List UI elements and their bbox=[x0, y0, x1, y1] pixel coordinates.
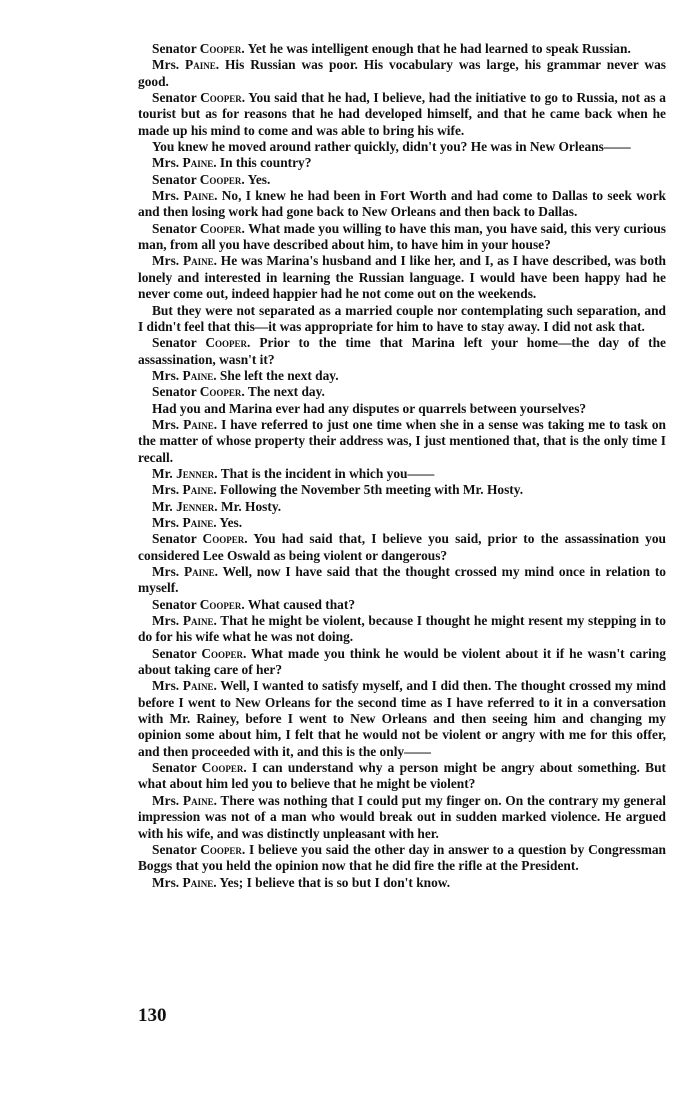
speaker-name: Paine. bbox=[185, 57, 220, 73]
speech-text: I believe you said the other day in answer to a question by Congressman Boggs that you held the opinion now that he did fire the rifle at the President. bbox=[138, 841, 666, 874]
transcript-paragraph bbox=[138, 303, 666, 336]
speech-text: Yes. bbox=[247, 171, 271, 187]
speaker-title: Mrs. bbox=[152, 678, 180, 694]
transcript-paragraph bbox=[138, 335, 666, 368]
speaker-name: Paine. bbox=[183, 416, 218, 432]
transcript-paragraph bbox=[138, 384, 666, 400]
speech-text: What caused that? bbox=[247, 596, 356, 612]
speaker-name: Cooper. bbox=[199, 384, 245, 400]
page-number: 130 bbox=[138, 1005, 167, 1026]
speaker-name: Cooper. bbox=[199, 171, 245, 187]
speaker-title: Mrs. bbox=[152, 564, 180, 579]
transcript-paragraph bbox=[138, 139, 666, 155]
speaker-name: Cooper. bbox=[199, 220, 245, 236]
speaker-title: Mr. bbox=[152, 498, 173, 514]
speaker-title: Mrs. bbox=[152, 416, 180, 432]
speech-text: In this country? bbox=[219, 155, 312, 171]
speech-text: Well, I wanted to satisfy myself, and I did then. The thought crossed my mind before I went to New Orleans for the second time as I have referred to it in a conversation with Mr. Rainey, before I went to New Orleans and then seeing him and changing my opinion some about him, I felt that he would not be violent or angry with me for this offer, and then proceeded with it, and this is the only—— bbox=[138, 678, 666, 759]
speaker-title: Senator bbox=[152, 90, 197, 106]
speech-text: What made you willing to have this man, you have said, this very curious man, from all you have described about him, to have him in your house? bbox=[138, 220, 666, 253]
transcript-paragraph bbox=[138, 515, 666, 531]
speaker-title: Mrs. bbox=[152, 188, 180, 204]
transcript-paragraph bbox=[138, 875, 666, 891]
speaker-name: Paine. bbox=[182, 613, 217, 629]
speech-text: That is the incident in which you—— bbox=[220, 465, 435, 481]
speech-text: Prior to the time that Marina left your home—the day of the assassination, wasn't it? bbox=[138, 335, 666, 367]
speaker-title: Senator bbox=[152, 531, 197, 547]
speaker-name: Cooper. bbox=[202, 531, 248, 547]
speaker-name: Paine. bbox=[182, 678, 217, 694]
speech-text: That he might be violent, because I thought he might resent my stepping in to do for his wife what he was not doing. bbox=[138, 613, 666, 645]
speaker-name: Paine. bbox=[183, 188, 218, 204]
speech-text: What made you think he would be violent about it if he wasn't caring about taking care of her? bbox=[138, 645, 666, 678]
speech-text: You had said that, I believe you said, prior to the assassination you considered Lee Oswald as being violent or dangerous? bbox=[138, 531, 666, 563]
speech-text: Yes; I believe that is so but I don't know. bbox=[219, 874, 451, 890]
speech-text: There was nothing that I could put my finger on. On the contrary my general impression was not of a man who would break out in sudden marked violence. He argued with his wife, and was distinctly unpleasant with her. bbox=[138, 792, 666, 841]
speaker-title: Mrs. bbox=[152, 514, 180, 530]
transcript-paragraph bbox=[138, 678, 666, 760]
transcript-paragraph bbox=[138, 499, 666, 515]
speaker-name: Cooper. bbox=[201, 760, 247, 776]
speech-text: No, I knew he had been in Fort Worth and had come to Dallas to seek work and then losing work had gone back to New Orleans and then back to Dallas. bbox=[138, 188, 666, 220]
transcript-paragraph bbox=[138, 760, 666, 793]
speaker-title: Senator bbox=[152, 335, 197, 351]
speaker-name: Paine. bbox=[182, 792, 217, 808]
speaker-title: Senator bbox=[152, 220, 197, 236]
speech-text: I have referred to just one time when she in a sense was taking me to task on the matter of whose property their address was, I just mentioned that, that is the only time I recall. bbox=[138, 416, 666, 465]
speaker-title: Senator bbox=[152, 645, 197, 661]
speech-text: You said that he had, I believe, had the initiative to go to Russia, not as a tourist but as for reasons that he had developed himself, and that he came back when he made up his mind to come and was able to bring his wife. bbox=[138, 90, 666, 138]
speaker-title: Mr. bbox=[152, 465, 173, 481]
speaker-title: Mrs. bbox=[152, 367, 180, 383]
transcript-paragraph bbox=[138, 613, 666, 646]
transcript-paragraph bbox=[138, 41, 666, 57]
speaker-name: Paine. bbox=[182, 482, 217, 498]
transcript-paragraph bbox=[138, 417, 666, 466]
transcript-paragraph bbox=[138, 466, 666, 482]
speaker-title: Mrs. bbox=[152, 155, 180, 171]
speech-text: The next day. bbox=[247, 384, 325, 400]
speech-text: I can understand why a person might be angry about something. But what about him led you to believe that he might be violent? bbox=[138, 760, 666, 792]
speaker-name: Paine. bbox=[182, 514, 217, 530]
speaker-name: Cooper. bbox=[205, 335, 251, 351]
speaker-title: Mrs. bbox=[152, 874, 180, 890]
speaker-name: Cooper. bbox=[199, 596, 245, 612]
speaker-title: Senator bbox=[152, 841, 197, 857]
speech-text: She left the next day. bbox=[219, 367, 339, 383]
speaker-title: Mrs. bbox=[152, 57, 180, 73]
speaker-name: Cooper. bbox=[200, 90, 246, 106]
transcript-paragraph bbox=[138, 531, 666, 564]
speaker-name: Cooper. bbox=[201, 645, 247, 661]
speaker-name: Paine. bbox=[182, 874, 217, 890]
speaker-title: Senator bbox=[152, 760, 197, 776]
speech-text: Had you and Marina ever had any disputes or quarrels between yourselves? bbox=[152, 400, 587, 416]
speaker-name: Jenner. bbox=[176, 498, 218, 514]
transcript-paragraph bbox=[138, 253, 666, 302]
speaker-name: Paine. bbox=[182, 367, 217, 383]
speaker-title: Mrs. bbox=[152, 253, 180, 269]
speech-text: Mr. Hosty. bbox=[220, 498, 282, 514]
transcript-body bbox=[138, 41, 666, 891]
speaker-name: Paine. bbox=[182, 155, 217, 171]
speaker-name: Paine. bbox=[182, 253, 217, 269]
speaker-title: Mrs. bbox=[152, 613, 180, 629]
speech-text: You knew he moved around rather quickly, didn't you? He was in New Orleans—— bbox=[152, 139, 631, 155]
speaker-title: Senator bbox=[152, 41, 197, 56]
speaker-name: Jenner. bbox=[176, 465, 218, 481]
speaker-title: Senator bbox=[152, 596, 197, 612]
transcript-paragraph bbox=[138, 172, 666, 188]
speech-text: His Russian was poor. His vocabulary was large, his grammar never was good. bbox=[138, 57, 666, 89]
transcript-paragraph bbox=[138, 221, 666, 254]
speech-text: Following the November 5th meeting with Mr. Hosty. bbox=[219, 482, 524, 498]
speaker-name: Cooper. bbox=[199, 41, 245, 56]
speech-text: Well, now I have said that the thought crossed my mind once in relation to myself. bbox=[138, 564, 666, 596]
transcript-paragraph bbox=[138, 90, 666, 139]
transcript-paragraph bbox=[138, 57, 666, 90]
speech-text: Yes. bbox=[219, 514, 243, 530]
transcript-paragraph bbox=[138, 155, 666, 171]
speech-text: But they were not separated as a married couple nor contemplating such separation, and I didn't feel that this—it was appropriate for him to have to stay away. I did not ask that. bbox=[138, 302, 666, 334]
transcript-paragraph bbox=[138, 482, 666, 498]
speaker-name: Paine. bbox=[183, 564, 218, 579]
speaker-title: Mrs. bbox=[152, 792, 180, 808]
speech-text: He was Marina's husband and I like her, and I, as I have described, was both lonely and interested in learning the Russian language. I would have been happy had he never come out, indeed happier had he not come out on the weekends. bbox=[138, 253, 666, 302]
transcript-paragraph bbox=[138, 597, 666, 613]
speaker-name: Cooper. bbox=[200, 841, 246, 857]
speaker-title: Mrs. bbox=[152, 482, 180, 498]
transcript-paragraph bbox=[138, 401, 666, 417]
transcript-paragraph bbox=[138, 564, 666, 597]
speech-text: Yet he was intelligent enough that he had learned to speak Russian. bbox=[247, 41, 631, 56]
transcript-paragraph bbox=[138, 646, 666, 679]
transcript-paragraph bbox=[138, 188, 666, 221]
speaker-title: Senator bbox=[152, 384, 197, 400]
transcript-paragraph bbox=[138, 842, 666, 875]
transcript-paragraph bbox=[138, 793, 666, 842]
transcript-paragraph bbox=[138, 368, 666, 384]
speaker-title: Senator bbox=[152, 171, 197, 187]
